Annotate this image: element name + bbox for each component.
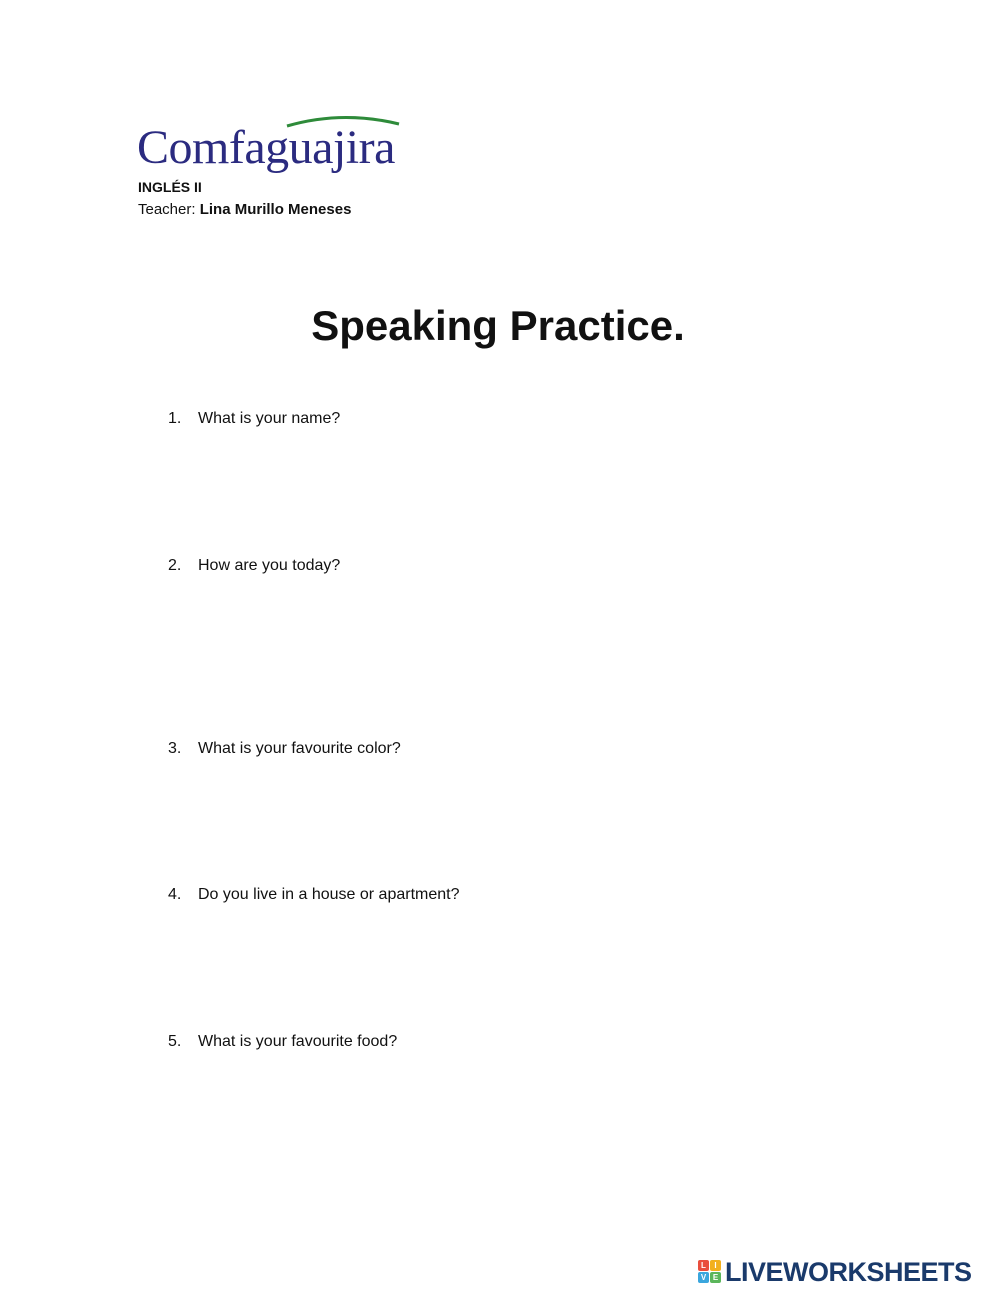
question-number: 5.	[168, 1033, 182, 1050]
question-number: 1.	[168, 410, 182, 427]
question-text: How are you today?	[198, 557, 341, 574]
question-item	[168, 1032, 397, 1052]
question-text: What is your favourite food?	[198, 1033, 398, 1050]
question-item	[168, 885, 459, 905]
logo-text: Comfaguajira	[137, 121, 395, 174]
page-title: Speaking Practice.	[311, 302, 685, 349]
question-text: Do you live in a house or apartment?	[198, 886, 460, 903]
question-number: 2.	[168, 557, 182, 574]
question-text: What is your favourite color?	[198, 740, 401, 757]
liveworksheets-blocks-icon: L I V E	[698, 1260, 722, 1284]
teacher-line	[138, 201, 351, 219]
question-item	[168, 739, 401, 759]
teacher-label: Teacher:	[138, 201, 196, 218]
liveworksheets-text: LIVEWORKSHEETS	[725, 1257, 972, 1287]
course-name: INGLÉS II	[138, 179, 202, 195]
question-item	[168, 556, 340, 576]
teacher-name: Lina Murillo Meneses	[199, 201, 352, 218]
liveworksheets-logo[interactable]	[698, 1257, 994, 1287]
comfaguajira-logo	[137, 112, 407, 180]
question-text: What is your name?	[198, 410, 341, 427]
question-item	[168, 409, 340, 429]
question-number: 3.	[168, 740, 182, 757]
question-number: 4.	[168, 886, 182, 903]
